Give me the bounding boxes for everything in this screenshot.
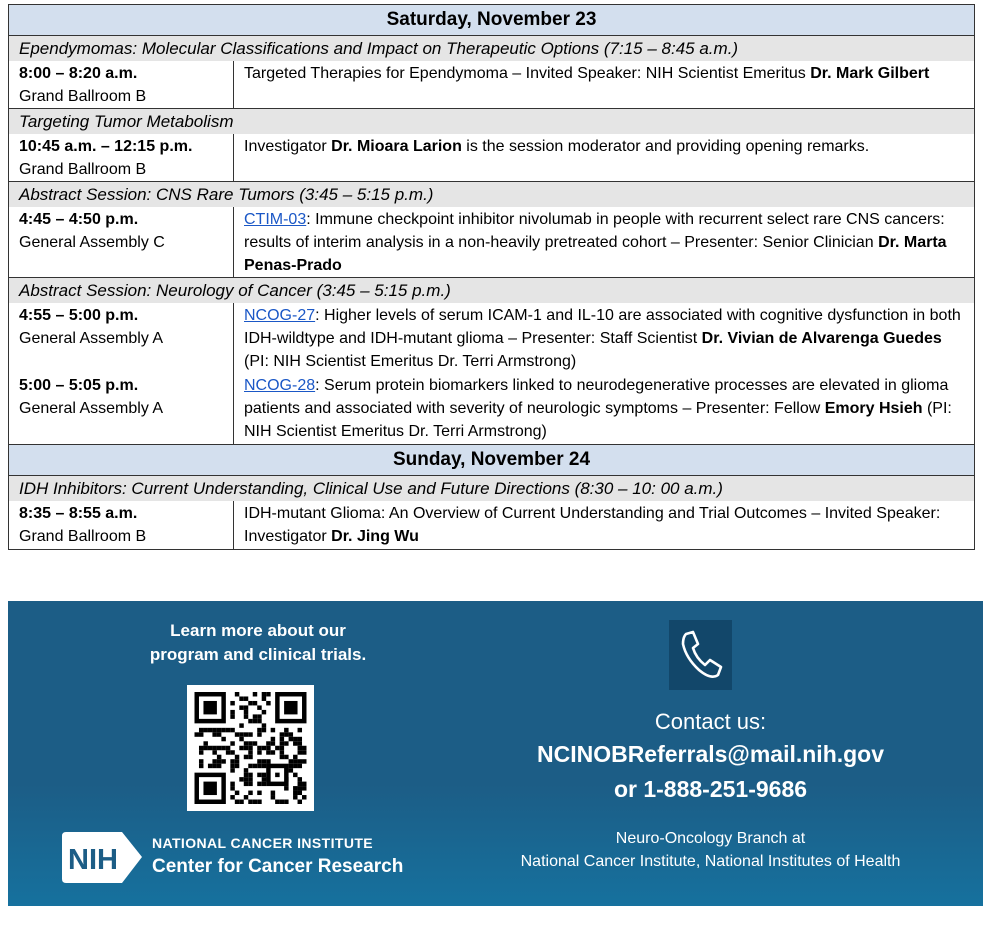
entry-location: General Assembly C: [19, 234, 165, 251]
schedule-entry: [9, 61, 975, 109]
entry-time: 4:55 – 5:00 p.m.: [19, 307, 139, 324]
schedule-entry: [9, 303, 975, 373]
learn-more-text: Learn more about our program and clinical trials.: [149, 621, 367, 664]
contact-label: Contact us:: [654, 709, 767, 734]
entry-when-where: [9, 134, 234, 182]
phone-icon: [669, 620, 732, 690]
session-row: [9, 109, 975, 135]
entry-time: 8:35 – 8:55 a.m.: [19, 505, 138, 522]
contact-email[interactable]: NCINOBReferrals@mail.nih.gov: [536, 741, 885, 767]
entry-when-where: [9, 207, 234, 278]
qr-code-icon: [194, 692, 307, 804]
session-title: Abstract Session: CNS Rare Tumors (3:45 – 5:15 p.m.): [9, 182, 975, 208]
day-header-row: [9, 5, 975, 36]
session-row: [9, 36, 975, 62]
abstract-link[interactable]: NCOG-28: [244, 377, 316, 394]
entry-description: [234, 501, 975, 550]
entry-location: Grand Ballroom B: [19, 528, 147, 545]
nih-logo: [60, 830, 145, 890]
entry-description: [234, 61, 975, 109]
qr-code[interactable]: [187, 685, 314, 811]
entry-text-after: (PI: NIH Scientist Emeritus Dr. Terri Armstrong): [244, 353, 577, 370]
entry-text: : Higher levels of serum ICAM-1 and IL-10 are associated with cognitive dysfunction in both IDH-wildtype and IDH-mutant glioma – Presenter: Staff Scientist: [244, 307, 961, 347]
entry-location: Grand Ballroom B: [19, 88, 147, 105]
session-row: [9, 182, 975, 208]
entry-time: 5:00 – 5:05 p.m.: [19, 377, 139, 394]
entry-text: Investigator: [244, 138, 332, 155]
speaker-name: Dr. Jing Wu: [331, 528, 419, 545]
session-title: Targeting Tumor Metabolism: [9, 109, 975, 135]
nih-logo-text: NIH: [68, 844, 118, 876]
branch-line-1: Neuro-Oncology Branch at: [615, 830, 806, 847]
entry-location: Grand Ballroom B: [19, 161, 147, 178]
entry-description: [234, 207, 975, 278]
entry-location: General Assembly A: [19, 400, 164, 417]
entry-when-where: [9, 61, 234, 109]
entry-when-where: [9, 303, 234, 373]
entry-text-after: is the session moderator and providing opening remarks.: [461, 138, 870, 155]
schedule-entry: [9, 501, 975, 550]
entry-description: [234, 303, 975, 373]
entry-text: : Serum protein biomarkers linked to neurodegenerative processes are elevated in glioma patients and associated with severity of neurologic symptoms – Presenter: Fellow: [244, 377, 949, 417]
entry-description: [234, 134, 975, 182]
nci-name: NATIONAL CANCER INSTITUTE: [152, 835, 374, 851]
schedule-entry: [9, 373, 975, 445]
abstract-link[interactable]: CTIM-03: [244, 211, 307, 228]
entry-description: [234, 373, 975, 445]
entry-text-after: (PI: NIH Scientist Emeritus Dr. Terri Armstrong): [244, 400, 952, 440]
entry-time: 4:45 – 4:50 p.m.: [19, 211, 139, 228]
session-title: IDH Inhibitors: Current Understanding, Clinical Use and Future Directions (8:30 – 10: 00 a.m.): [9, 476, 975, 502]
entry-text: Targeted Therapies for Ependymoma – Invited Speaker: NIH Scientist Emeritus: [244, 65, 811, 82]
day-title: Saturday, November 23: [9, 5, 975, 36]
entry-when-where: [9, 501, 234, 550]
entry-location: General Assembly A: [19, 330, 164, 347]
session-title: Ependymomas: Molecular Classifications and Impact on Therapeutic Options (7:15 – 8:45 a.m.): [9, 36, 975, 62]
schedule-table: [8, 4, 975, 550]
speaker-name: Dr. Vivian de Alvarenga Guedes: [701, 330, 942, 347]
speaker-name: Emory Hsieh: [824, 400, 923, 417]
entry-text: IDH-mutant Glioma: An Overview of Current Understanding and Trial Outcomes – Invited Speaker: Investigator: [244, 505, 941, 545]
abstract-link[interactable]: NCOG-27: [244, 307, 316, 324]
schedule-entry: [9, 207, 975, 278]
entry-when-where: [9, 373, 234, 445]
day-header-row: [9, 445, 975, 476]
contact-phone[interactable]: or 1-888-251-9686: [613, 776, 808, 802]
speaker-name: Dr. Mioara Larion: [331, 138, 462, 155]
footer-banner: [8, 601, 983, 906]
speaker-name: Dr. Mark Gilbert: [810, 65, 930, 82]
schedule-entry: [9, 134, 975, 182]
entry-text: : Immune checkpoint inhibitor nivolumab in people with recurrent select rare CNS cancers: results of interim analysis in a non-heavily pretreated cohort – Presenter: Senior Clinician: [244, 211, 945, 251]
branch-line-2: National Cancer Institute, National Institutes of Health: [520, 853, 901, 870]
speaker-name: Dr. Marta Penas-Prado: [244, 234, 947, 274]
session-row: [9, 476, 975, 502]
entry-time: 10:45 a.m. – 12:15 p.m.: [19, 138, 193, 155]
session-row: [9, 278, 975, 304]
ccr-name: Center for Cancer Research: [152, 856, 404, 877]
session-title: Abstract Session: Neurology of Cancer (3:45 – 5:15 p.m.): [9, 278, 975, 304]
entry-time: 8:00 – 8:20 a.m.: [19, 65, 138, 82]
day-title: Sunday, November 24: [9, 445, 975, 476]
